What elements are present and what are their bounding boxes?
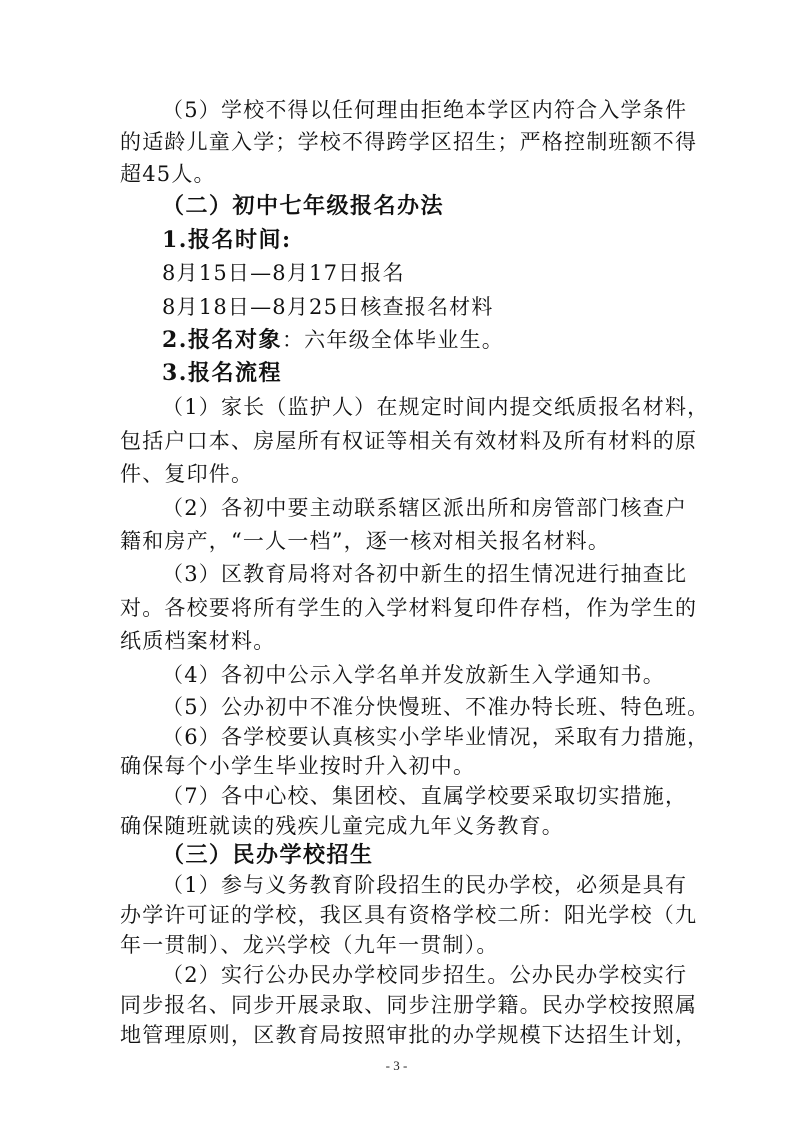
paragraph-line: （2）各初中要主动联系辖区派出所和房管部门核查户 (162, 496, 688, 520)
page-number: - 3 - (385, 1058, 408, 1073)
paragraph-line: 年一贯制）、龙兴学校（九年一贯制）。 (120, 933, 499, 957)
paragraph-line: 确保随班就读的残疾儿童完成九年义务教育。 (120, 814, 564, 838)
paragraph-line: （1）参与义务教育阶段招生的民办学校，必须是具有 (162, 873, 688, 897)
paragraph-line: 对。各校要将所有学生的入学材料复印件存档，作为学生的 (120, 596, 698, 620)
paragraph-line: （4）各初中公示入学名单并发放新生入学通知书。 (162, 663, 665, 687)
paragraph-line: （1）家长（监护人）在规定时间内提交纸质报名材料， (162, 395, 710, 419)
paragraph-line: 确保每个小学生毕业按时升入初中。 (120, 754, 476, 778)
paragraph-line: 包括户口本、房屋所有权证等相关有效材料及所有材料的原 (120, 429, 698, 453)
paragraph-line: （5）公办初中不准分快慢班、不准办特长班、特色班。 (162, 695, 710, 719)
paragraph-line: 的适龄儿童入学；学校不得跨学区招生；严格控制班额不得 (120, 130, 698, 154)
paragraph-line: （7）各中心校、集团校、直属学校要采取切实措施， (162, 784, 688, 808)
paragraph-line: 地管理原则，区教育局按照审批的办学规模下达招生计划， (120, 1023, 698, 1047)
paragraph-line: （3）区教育局将对各初中新生的招生情况进行抽查比 (162, 562, 688, 586)
subsection-heading: 1.报名时间: (162, 227, 292, 253)
paragraph-line: （2）实行公办民办学校同步招生。公办民办学校实行 (162, 963, 688, 987)
registration-target-line (162, 325, 722, 355)
paragraph-line: 同步报名、同步开展录取、同步注册学籍。民办学校按照属 (120, 993, 698, 1017)
paragraph-line: （5）学校不得以任何理由拒绝本学区内符合入学条件 (162, 98, 688, 122)
section-heading: （二）初中七年级报名办法 (162, 193, 445, 219)
paragraph-line: 办学许可证的学校，我区具有资格学校二所：阳光学校（九 (120, 903, 698, 927)
subsection-heading: 3.报名流程 (162, 360, 282, 386)
paragraph-line: 籍和房产，“一人一档”，逐一核对相关报名材料。 (120, 529, 611, 553)
section-heading: （三）民办学校招生 (162, 842, 374, 868)
subsection-heading: 2.报名对象 (162, 327, 282, 353)
paragraph-line: 8月15日—8月17日报名 (162, 261, 405, 285)
paragraph-line: 超45人。 (120, 162, 216, 186)
paragraph-line: （6）各学校要认真核实小学毕业情况，采取有力措施， (162, 725, 710, 749)
paragraph-line: 纸质档案材料。 (120, 629, 276, 653)
paragraph-line: 8月18日—8月25日核查报名材料 (162, 295, 494, 319)
paragraph-text: ：六年级全体毕业生。 (281, 328, 504, 352)
paragraph-line: 件、复印件。 (120, 462, 254, 486)
